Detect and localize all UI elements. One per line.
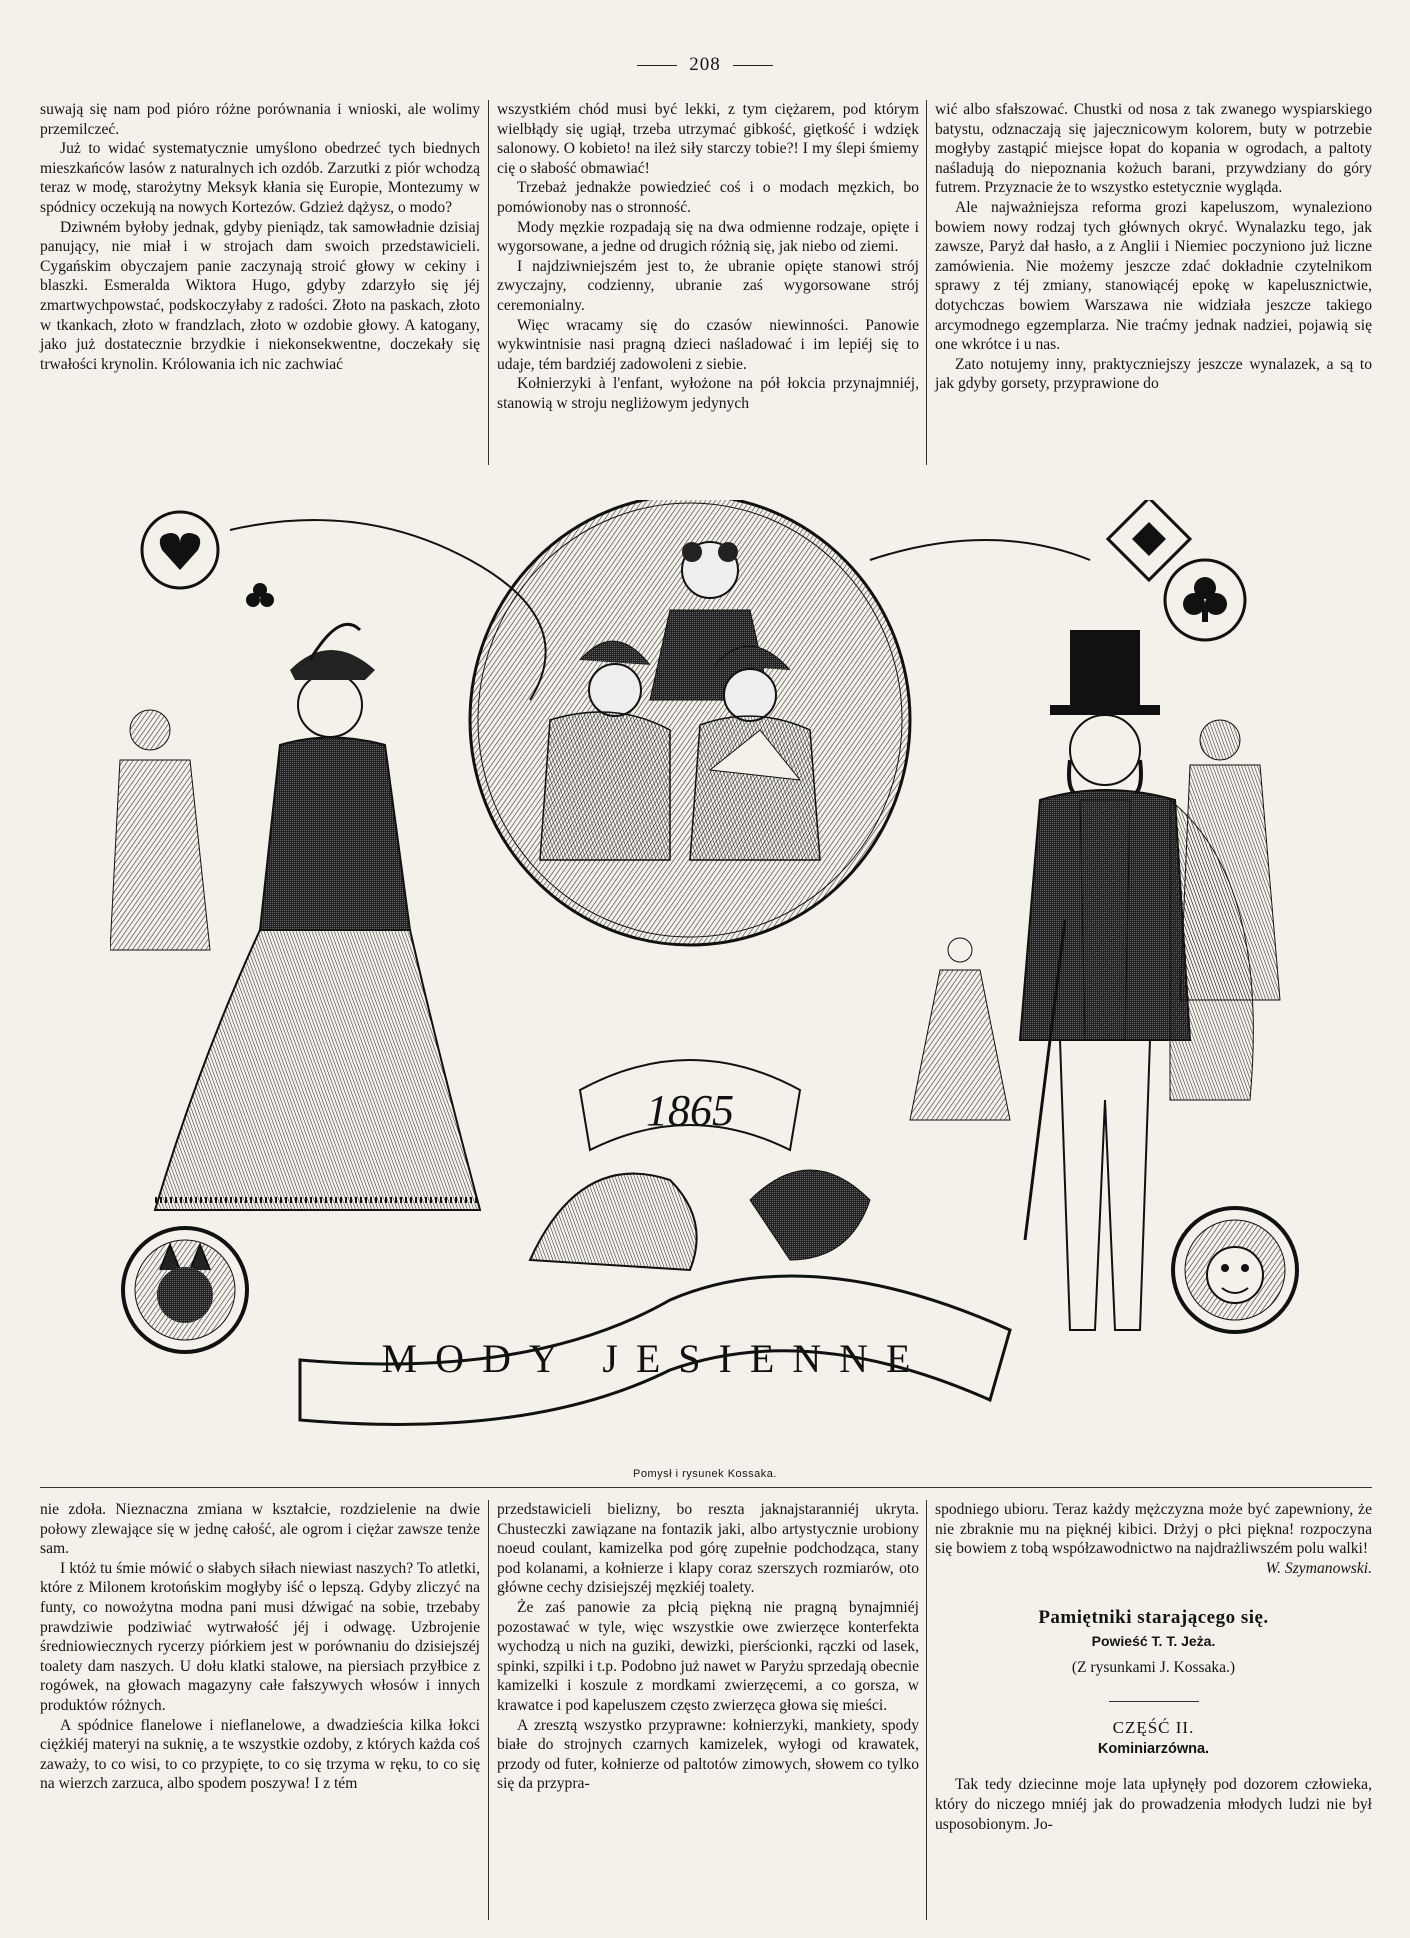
divider — [1109, 1701, 1199, 1702]
paragraph: Już to widać systematycznie umyślono obedrzeć tych biednych mieszkańców lasów z naturalnych ich ozdób. Zarzutki z piór wchodzą teraz w modę, starożytny Meksyk kłania się Europie, Montezumy w spódnicy oczekują na nowych Kortezów. Gdzież dążysz, o modo? — [40, 140, 480, 216]
paragraph: I najdziwniejszém jest to, że ubranie opięte stanowi strój zwyczajny, codzienny, ubranie zaś wygorsowane strój ceremonialny. — [497, 257, 919, 314]
paragraph: Zato notujemy inny, praktyczniejszy jeszcze wynalazek, a są to jak gdyby gorsety, przyprawione do — [935, 355, 1372, 393]
top-column-3 — [935, 100, 1372, 394]
paragraph: Więc wracamy się do czasów niewinności. Panowie wykwintnisie nasi pragną dzieci naśladować i im lepiéj się to udaje, tém bardziéj zadowoleni z siebie. — [497, 316, 919, 373]
serial-illustrator: (Z rysunkami J. Kossaka.) — [1071, 1658, 1236, 1676]
illustration-caption: Pomysł i rysunek Kossaka. — [633, 1468, 777, 1480]
paragraph: Mody męzkie rozpadają się na dwa odmienne rodzaje, opięte i wygorsowane, a jedne od drugich różnią się, jak niebo od ziemi. — [497, 218, 919, 256]
card-suit-clubs-small-icon — [246, 583, 274, 607]
engraving-svg — [110, 500, 1310, 1460]
page-number-dash-right — [733, 65, 773, 66]
paragraph: nie zdoła. Nieznaczna zmiana w kształcie, rozdzielenie na dwie połowy zlewające się w jednę całość, ale ogrom i ciężar zawsze tenże sam. — [40, 1501, 480, 1558]
title-ribbon — [300, 1276, 1010, 1424]
card-suit-diamonds-icon — [1108, 500, 1190, 580]
page-number-dash-left — [637, 65, 677, 66]
monkey-medallion-icon — [1173, 1208, 1297, 1332]
top-column-2 — [497, 100, 919, 414]
paragraph: A spódnice flanelowe i nieflanelowe, a dwadzieścia kilka łokci ciężkiéj materyi na suknię, a te wszystkie ozdoby, z których każda coś zaważy, to co wisi, to co przypięte, to co się trzyma w ręku, to co się na wierzch zarzuca, albo spodem poszywa! I z tém — [40, 1716, 480, 1793]
bottom-column-3 — [935, 1500, 1372, 1834]
bottom-column-2 — [497, 1500, 919, 1794]
paragraph: Kołnierzyki à l'enfant, wyłożone na pół łokcia przynajmniéj, stanowią w stroju negliżowym jedynych — [497, 375, 919, 412]
serial-title: Pamiętniki starającego się. — [1038, 1607, 1269, 1629]
paragraph: przedstawicieli bielizny, bo reszta jaknajstaranniéj ukryta. Chusteczki zawiązane na fontazik jaki, albo artystycznie urobiony noeud coulant, kamizelka pod górę zupełnie podchodząca, stany pod kolanami, a kołnierze i klapy coraz szerszych rozmiarów, oto główne cechy dzisiejszéj męzkiéj toalety. — [497, 1501, 919, 1597]
section-rule — [40, 1487, 1372, 1488]
chapter-title: Kominiarzówna. — [1097, 1740, 1210, 1757]
column-rule — [488, 1500, 489, 1920]
column-rule — [926, 100, 927, 465]
central-oval-scene — [470, 500, 910, 945]
fashion-engraving — [110, 500, 1310, 1460]
paragraph: A zresztą wszystko przyprawne: kołnierzyki, mankiety, spody białe do strojnych czarnych kamizelek, wyłogi od krawatek, przody od futer, kołnierze od paltotów zimowych, słowem co tylko się da przypra- — [497, 1716, 919, 1793]
bottom-column-1 — [40, 1500, 480, 1794]
paragraph: spodniego ubioru. Teraz każdy mężczyzna może być zapewniony, że nie zbraknie mu na pięknéj kibici. Drżyj o płci piękna! rozpoczyna się bowiem z tobą współzawodnictwo na najdrażliwszém polu walki! — [935, 1501, 1372, 1558]
year-banner — [580, 1060, 800, 1150]
article-signature: W. Szymanowski. — [1265, 1559, 1372, 1577]
page-number — [0, 54, 1410, 76]
ribbon-label: MODY JESIENNE — [381, 1336, 929, 1381]
serial-author: Powieść T. T. Jeża. — [1091, 1632, 1216, 1649]
paragraph: I któż tu śmie mówić o słabych siłach niewiast naszych? To atletki, które z Milonem krotońskim mogłyby iść o lepszą. Gdyby zliczyć na funty, co nowożytna modna pani musi dźwigać na sobie, trzebaby prawdziwie podziwiać wytrwałość jéj i odwagę. Uzbrojenie średniowiecznych rycerzy piórkiem jest w porównaniu do dzisiejszéj toalety dam naszych. U dołu klatki stalowe, na piersiach przyłbice z rogówek, na głowach magazyny całe fałszywych włosów i innych produktów różnych. — [40, 1559, 480, 1714]
column-rule — [488, 100, 489, 465]
card-suit-clubs-icon — [1165, 560, 1245, 640]
paragraph: Trzebaż jednakże powiedzieć coś i o modach męzkich, bo pomówionoby nas o stronność. — [497, 179, 919, 216]
card-suit-hearts-icon — [142, 512, 218, 588]
top-column-1 — [40, 100, 480, 374]
paragraph: wszystkiém chód musi być lekki, z tym ciężarem, pod którym wielbłądy się ugiął, trzeba utrzymać gibkość, giętkość i wdzięk salonowy. O kobieto! na ileż siły starczy tobie?! I my ślepi śmiemy cię o słabość obmawiać! — [497, 101, 919, 177]
paragraph: Tak tedy dziecinne moje lata upłynęły pod dozorem człowieka, który do niczego mniéj jak do prowadzenia młodych ludzi nie był usposobionym. Jo- — [935, 1776, 1372, 1833]
year-label: 1865 — [646, 1086, 734, 1135]
part-title: CZĘŚĆ II. — [1112, 1718, 1195, 1738]
paragraph: Ale najważniejsza reforma grozi kapeluszom, wynaleziono bowiem nowy rodzaj tych głównych okryć. Wynalazku tego, jak zawsze, Paryż dał hasło, a z Anglii i Niemiec poczyniono już liczne zamówienia. Nie możemy jeszcze zdać dokładnie czytelnikom sprawy z téj zmiany, stanowiącéj epokę w kapelusznictwie, dotychczas bowiem Warszawa nie widziała jeszcze takiego arcymodnego egzemplarza. Nie traćmy jednak nadziei, pojawią się one wkrótce i u nas. — [935, 198, 1372, 354]
paragraph: Dziwném byłoby jednak, gdyby pieniądz, tak samowładnie dzisiaj panujący, nie miał i w strojach dam swoich przedstawicieli. Cygańskim obyczajem panie zaczynają stroić głowy w cekiny i blaszki. Esmeralda Wiktora Hugo, gdyby zdarzyło się jéj zmartwychpowstać, podskoczyłaby z radości. Złoto na paskach, złoto w tkankach, złoto w frandzlach, złoto w ozdobie głowy. A katogany, jako już dostatecznie brzydkie i niekonsekwentne, doczekały się trwałości krynolin. Królowania ich nic zachwiać — [40, 218, 480, 373]
column-rule — [926, 1500, 927, 1920]
fan-and-flowers — [530, 1170, 870, 1270]
paragraph: Że zaś panowie za płcią piękną nie pragną bynajmniéj pozostawać w tyle, więc wszystkie owe zwierzęce konterfekta wychodzą u nich na guziki, dewizki, pierścionki, rączki od lasek, spinki, szpilki i t.p. Podobno już nawet w Paryżu sprzedają obecnie kamizelki i koszule z mordkami zwierzęcemi, a co gorsza, w krawatce i pod kapeluszem często zwierzęca głowa się mieści. — [497, 1598, 919, 1714]
cat-medallion-icon — [123, 1228, 247, 1352]
paragraph: suwają się nam pod pióro różne porównania i wnioski, ale wolimy przemilczeć. — [40, 101, 480, 138]
paragraph: wić albo sfałszować. Chustki od nosa z tak zwanego wyspiarskiego batystu, odznaczają się jajecznicowym kolorem, buty w potrzebie mogłyby zastąpić miejsce łopat do kopania w ogrodach, a paltoty naśladują do niepoznania kożuch barani, przywdziany do góry futrem. Przyznacie że to wszystko estetycznie wygląda. — [935, 101, 1372, 197]
page-number-value: 208 — [689, 54, 721, 75]
